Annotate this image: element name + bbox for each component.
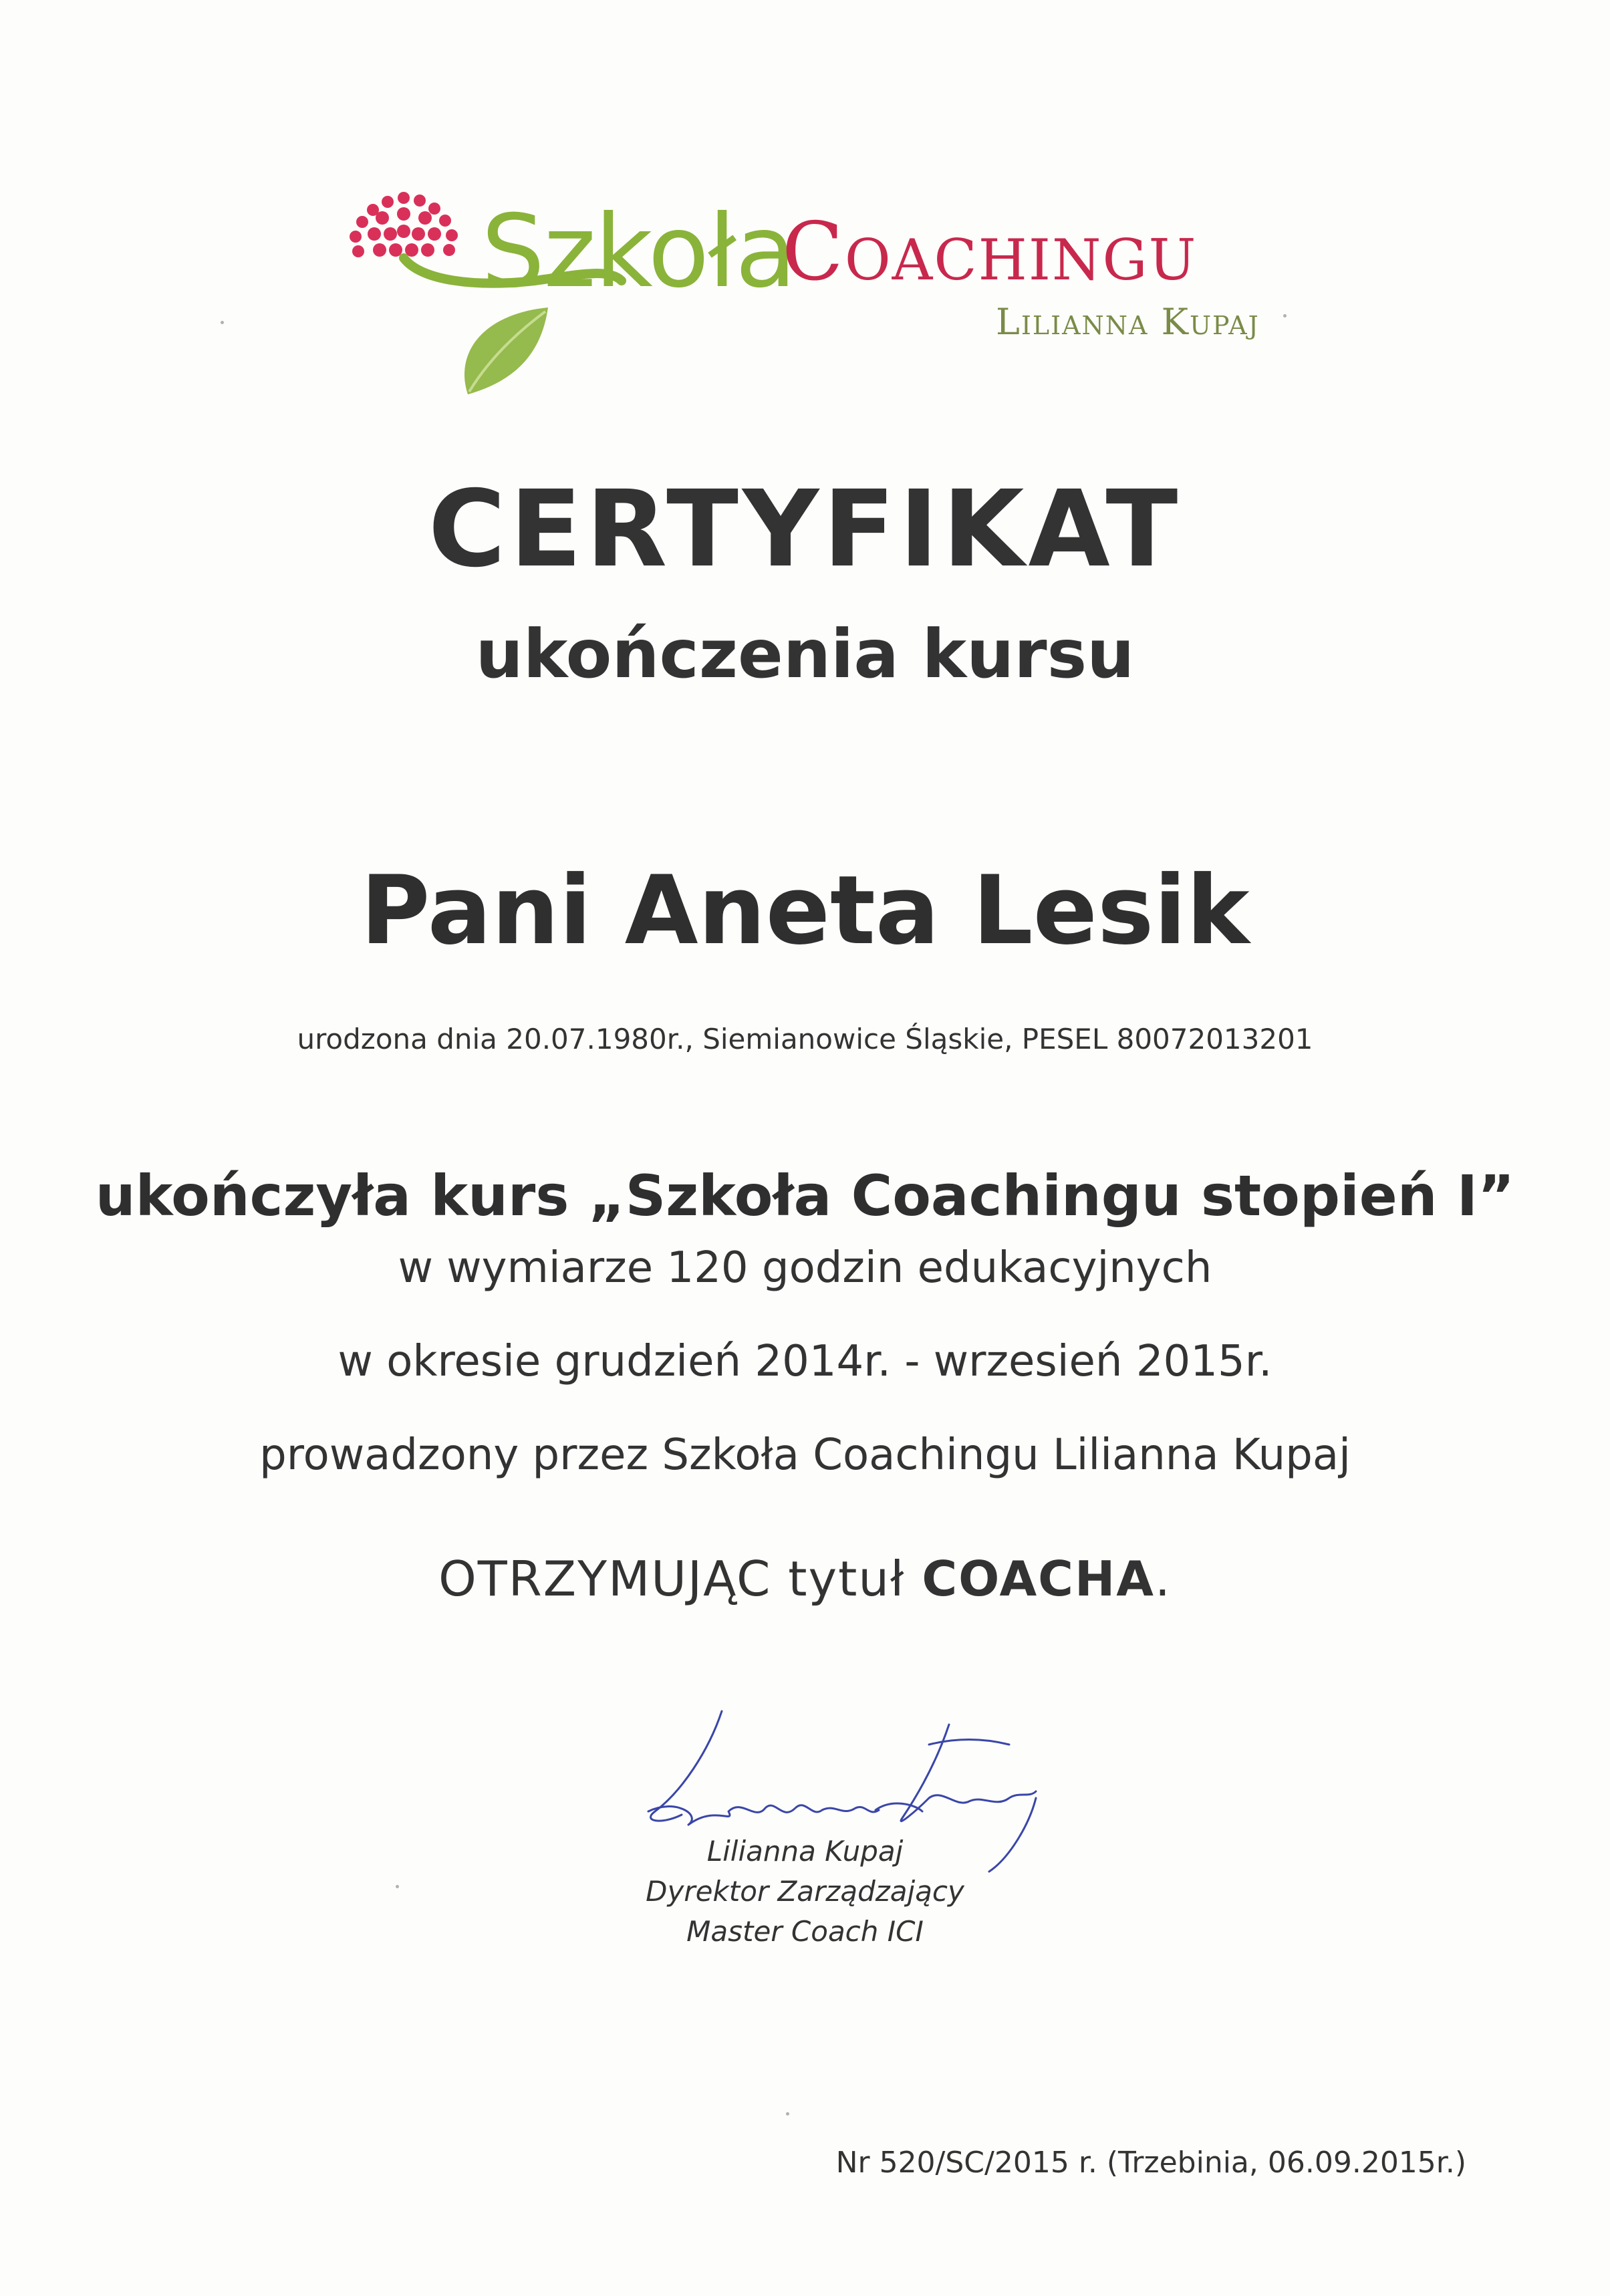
course-organizer: prowadzony przez Szkoła Coachingu Lilianna Kupaj xyxy=(259,1430,1351,1480)
scan-speck xyxy=(396,1885,399,1888)
signatory-name: Lilianna Kupaj xyxy=(706,1835,904,1868)
recipient-name: Pani Aneta Lesik xyxy=(360,856,1250,966)
course-period: w okresie grudzień 2014r. - wrzesień 2015r. xyxy=(338,1337,1272,1386)
course-hours: w wymiarze 120 godzin edukacyjnych xyxy=(398,1243,1212,1293)
logo-name-part2: Coachingu xyxy=(782,206,1198,299)
logo-owner: Lilianna Kupaj xyxy=(996,301,1260,343)
title-suffix: . xyxy=(1155,1551,1172,1607)
title-awarded-line xyxy=(0,1551,1610,1607)
scan-speck xyxy=(221,321,224,324)
logo-name-part1: Szkoła xyxy=(481,194,795,310)
birth-info: urodzona dnia 20.07.1980r., Siemianowice Śląskie, PESEL 80072013201 xyxy=(297,1023,1313,1055)
scan-speck xyxy=(1283,314,1287,317)
certificate-number: Nr 520/SC/2015 r. (Trzebinia, 06.09.2015r.) xyxy=(835,2146,1466,2180)
certificate-title: CERTYFIKAT xyxy=(428,468,1182,591)
scan-speck xyxy=(786,2112,789,2116)
course-completed: ukończyła kurs „Szkoła Coachingu stopień I” xyxy=(95,1163,1515,1229)
title-prefix: OTRZYMUJĄC tytuł xyxy=(438,1551,906,1607)
signatory-role: Dyrektor Zarządzający xyxy=(646,1875,964,1908)
school-logo xyxy=(321,180,1270,408)
signatory-qualification: Master Coach ICI xyxy=(686,1915,924,1948)
awarded-title: COACHA xyxy=(922,1551,1155,1607)
certificate-subtitle: ukończenia kursu xyxy=(475,615,1135,693)
